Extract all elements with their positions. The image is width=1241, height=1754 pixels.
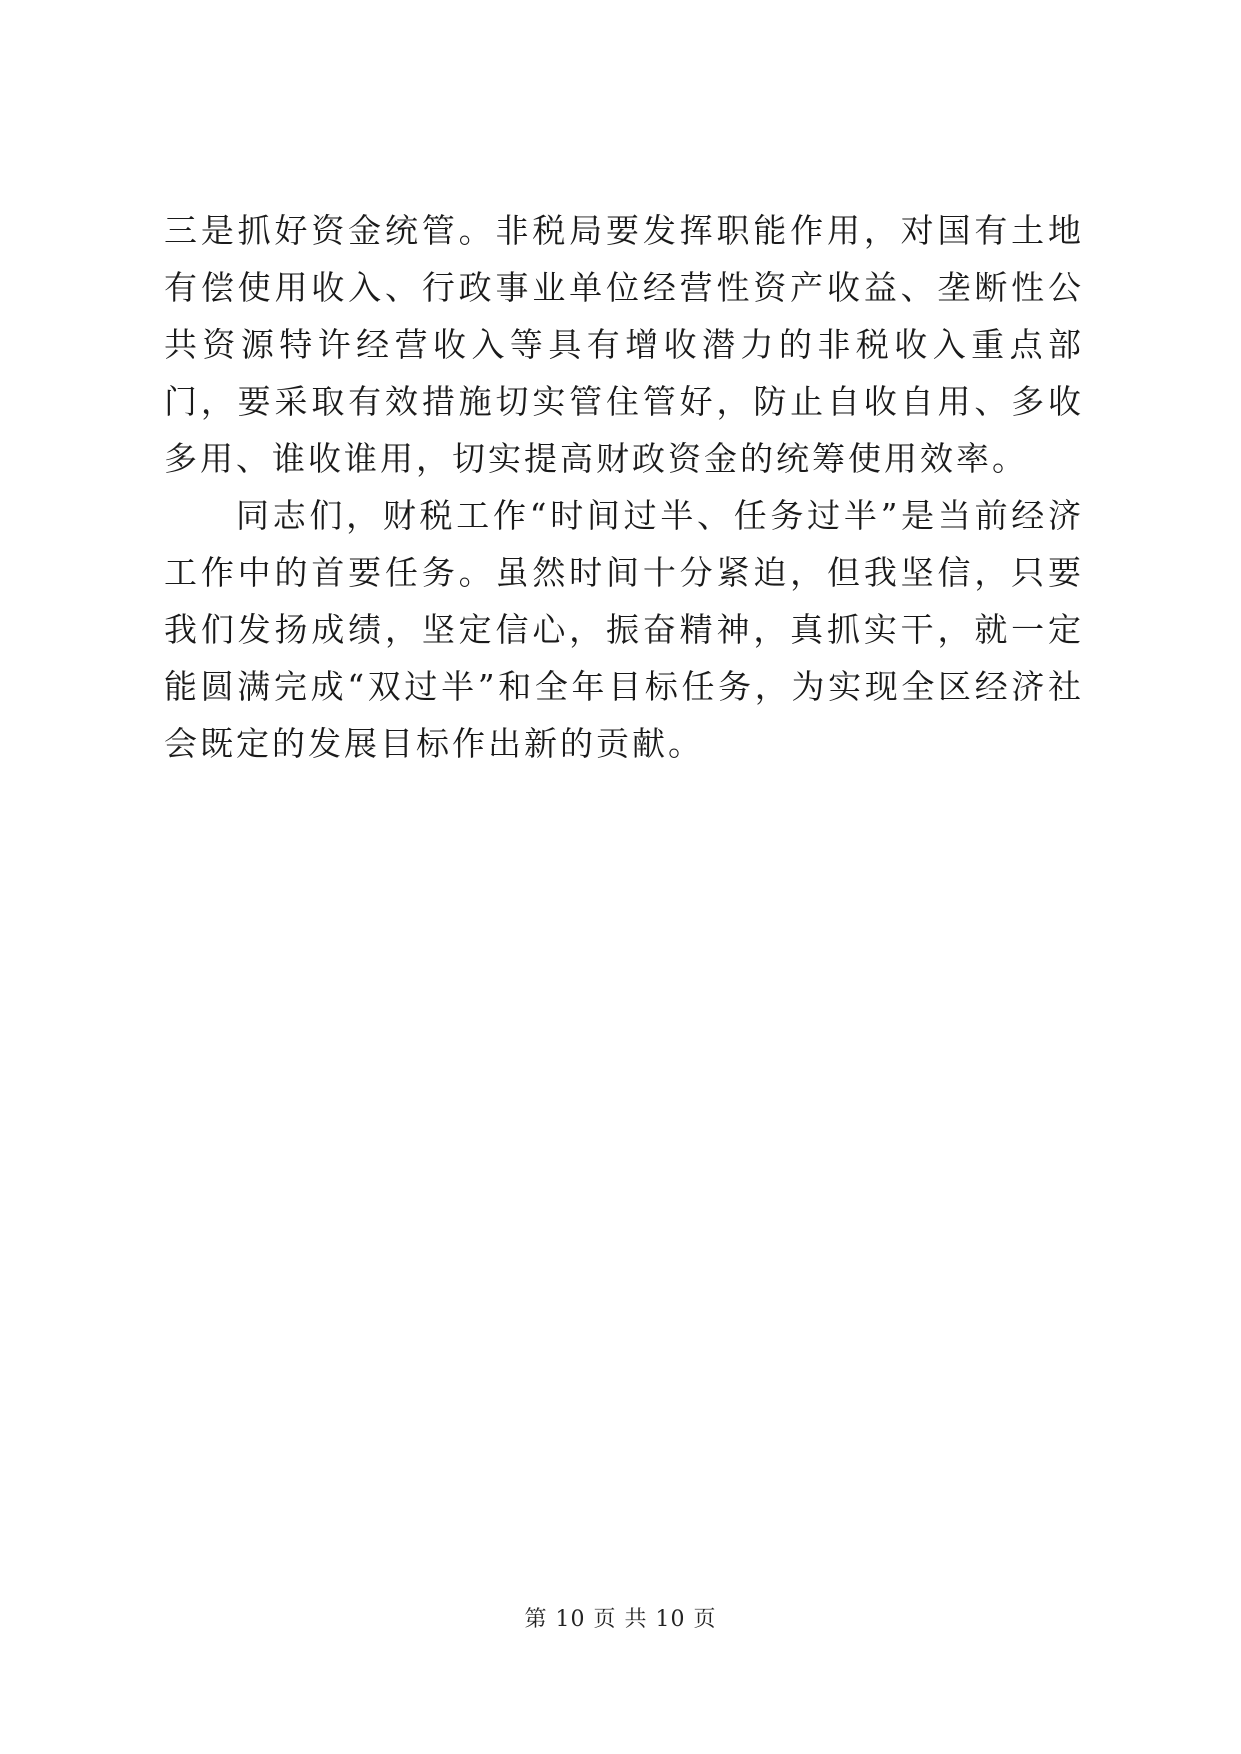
document-body [164,202,1084,772]
page-number-footer: 第 10 页 共 10 页 [524,1607,717,1632]
paragraph-closing-remarks: 同志们，财税工作“时间过半、任务过半”是当前经济工作中的首要任务。虽然时间十分紧迫，但我坚信，只要我们发扬成绩，坚定信心，振奋精神，真抓实干，就一定能圆满完成“双过半”和全年目标任务，为实现全区经济社会既定的发展目标作出新的贡献。 [164,496,1084,763]
paragraph-fund-management: 三是抓好资金统管。非税局要发挥职能作用，对国有土地有偿使用收入、行政事业单位经营性资产收益、垄断性公共资源特许经营收入等具有增收潜力的非税收入重点部门，要采取有效措施切实管住管好，防止自收自用、多收多用、谁收谁用，切实提高财政资金的统筹使用效率。 [164,211,1084,478]
